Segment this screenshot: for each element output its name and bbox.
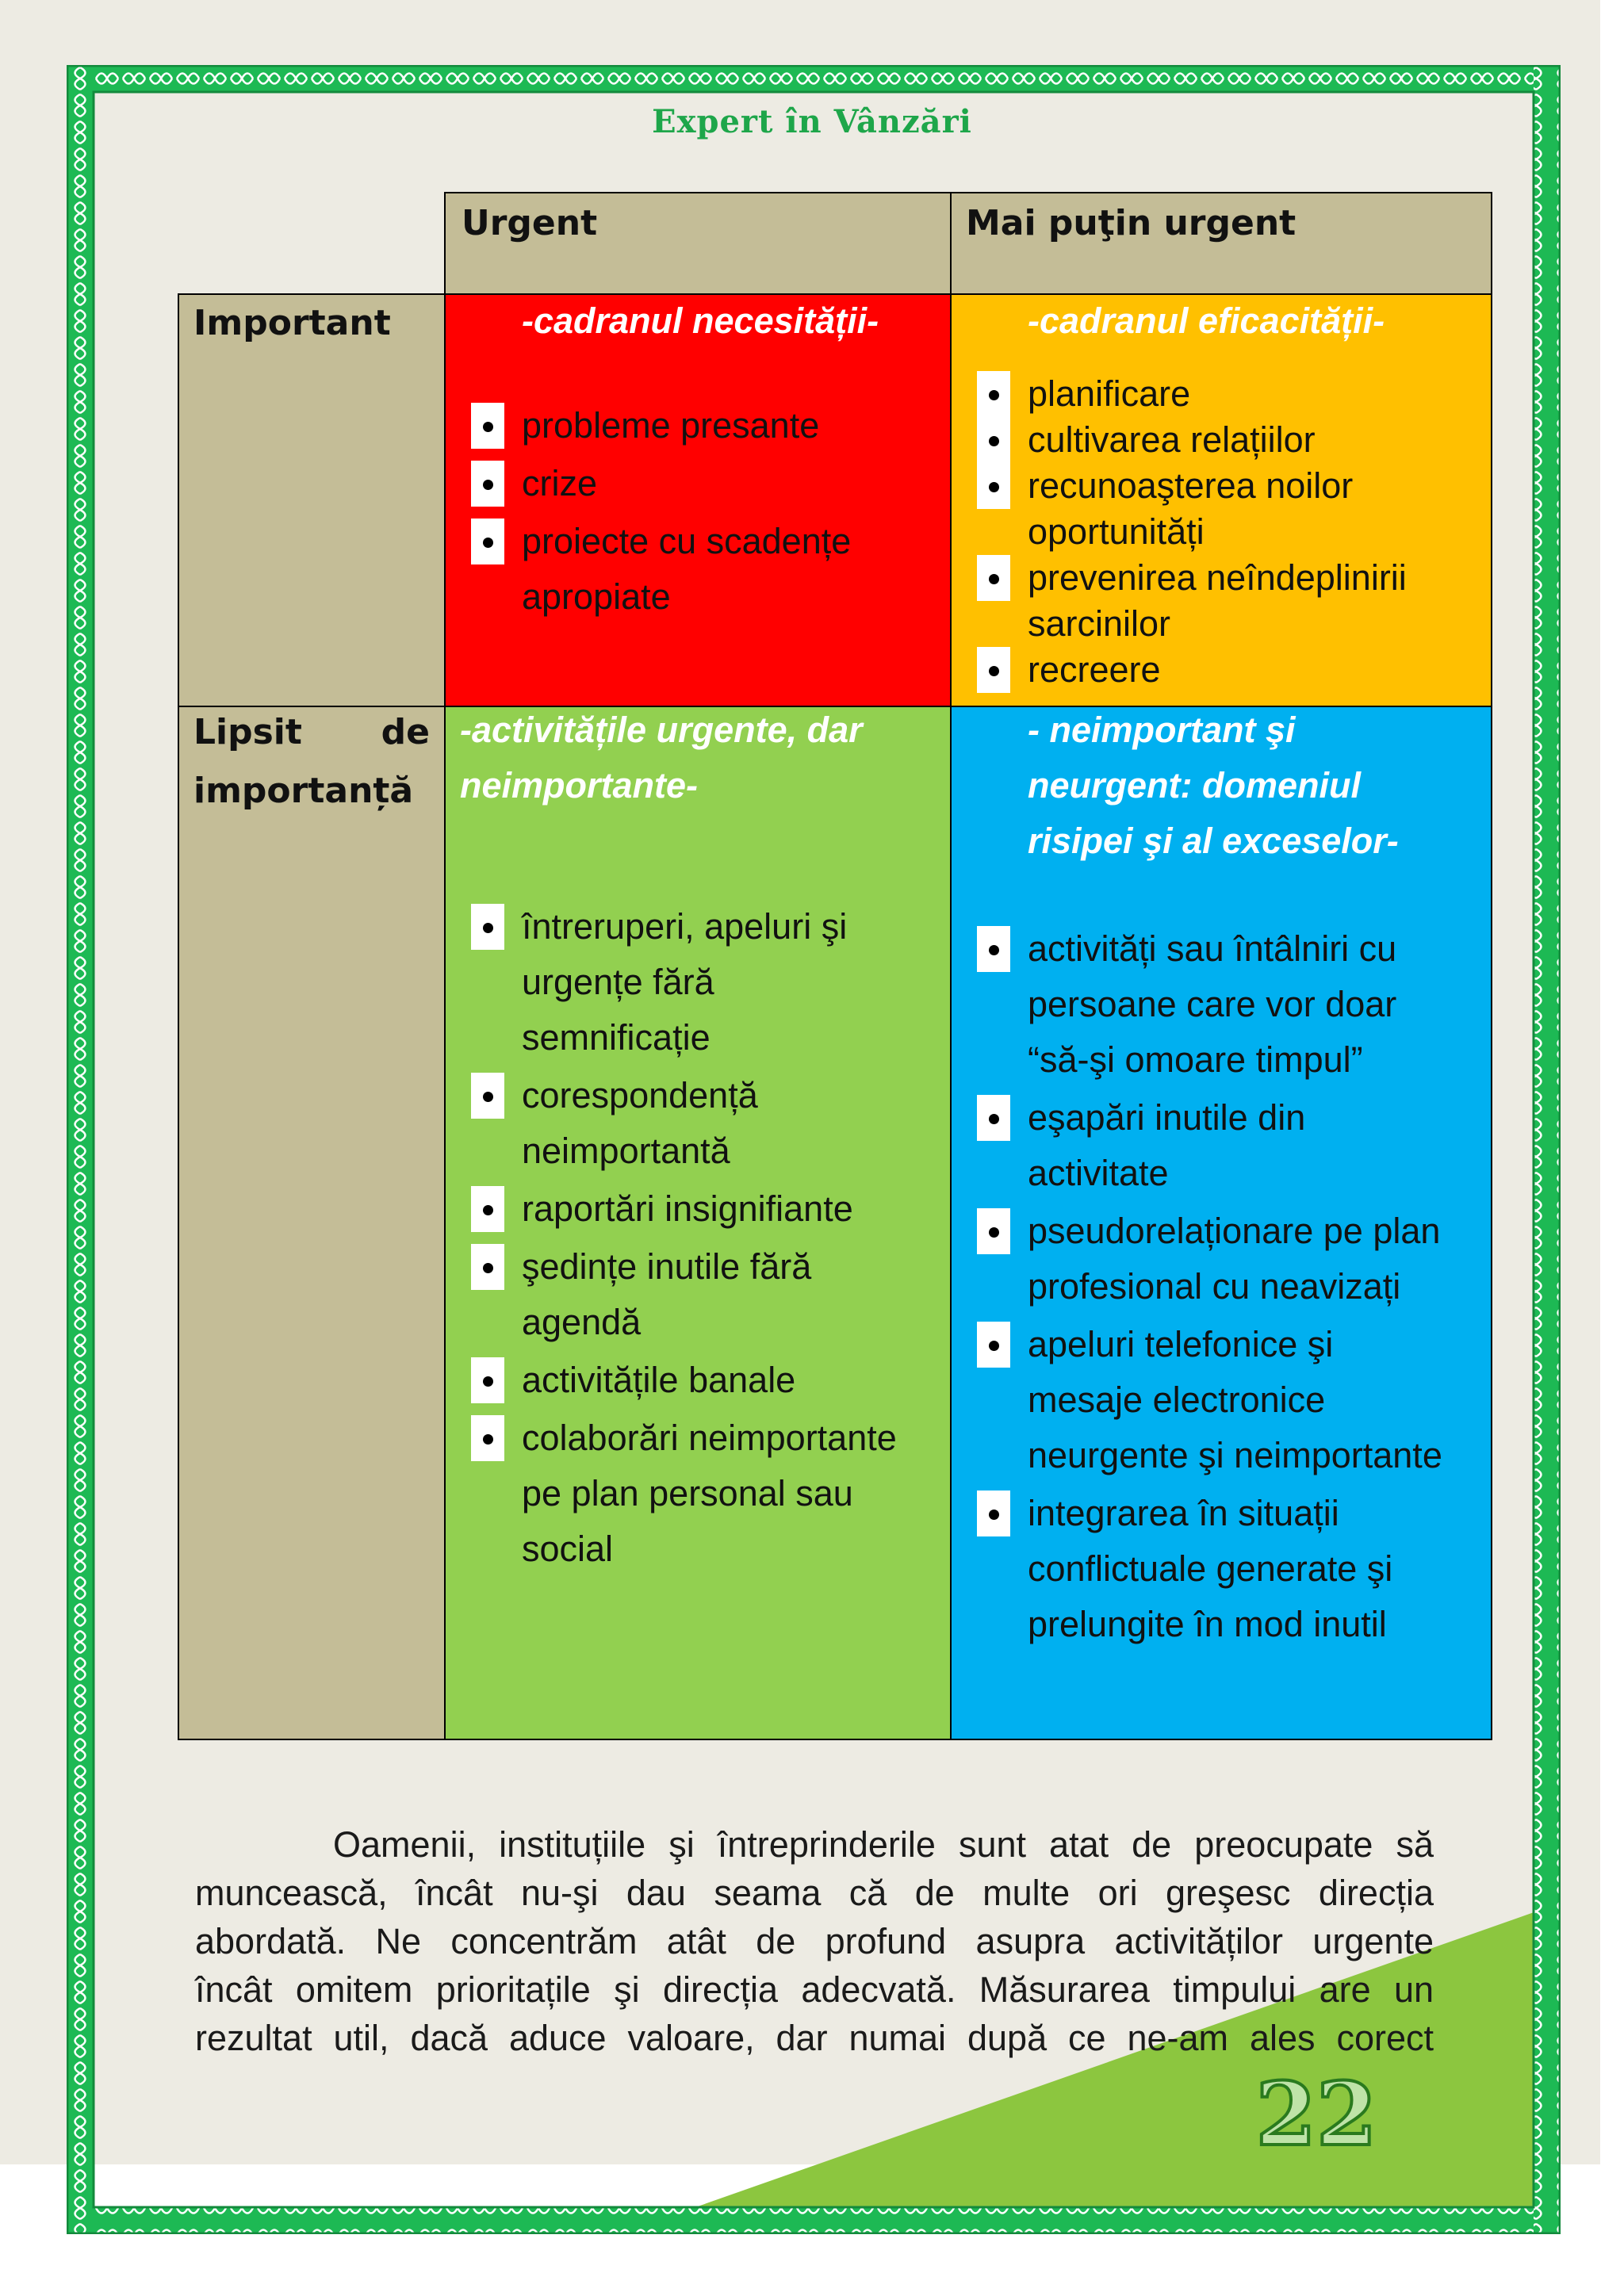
list-item: profesional cu neavizați (1028, 1266, 1401, 1307)
body-paragraph (195, 1820, 1434, 2062)
bullet-icon (471, 904, 504, 950)
matrix-corner (178, 192, 446, 295)
list-item: “să-şi omoare timpul” (1028, 1039, 1363, 1080)
row-header-not-important (178, 706, 446, 1740)
col-header-less-urgent-label: Mai puţin urgent (966, 203, 1297, 243)
list-item: integrarea în situații (977, 1490, 1442, 1546)
page-number: 22 (1255, 2063, 1377, 2165)
list-item: proiecte cu scadențe (471, 519, 851, 574)
paragraph-line: muncească, încât nu-şi dau seama că de multe ori greşesc direcția (195, 1873, 1434, 1913)
list-item: probleme presante (471, 403, 851, 461)
list-item: întreruperi, apeluri şi (471, 904, 897, 959)
quadrant-efficacy-list (977, 371, 1407, 693)
list-item: cultivarea relațiilor (977, 417, 1407, 463)
list-item: corespondență (471, 1073, 897, 1128)
bullet-icon (471, 1415, 504, 1461)
quadrant-waste-list (977, 926, 1442, 1657)
list-item: conflictuale generate şi (1028, 1548, 1393, 1589)
quadrant-efficacy (950, 293, 1492, 707)
page-header-title: Expert în Vânzări (652, 103, 972, 140)
bullet-icon (471, 461, 504, 507)
quadrant-waste (950, 706, 1492, 1740)
list-item: activitățile banale (471, 1357, 897, 1415)
bullet-icon (977, 555, 1010, 601)
bullet-icon (471, 519, 504, 564)
list-item: neimportantă (522, 1131, 730, 1171)
list-item: eşapări inutile din (977, 1095, 1442, 1150)
quadrant-urgent-unimportant (444, 706, 952, 1740)
bullet-icon (977, 463, 1010, 509)
list-item: pseudorelaționare pe plan (977, 1208, 1442, 1264)
bullet-icon (977, 1095, 1010, 1141)
list-item: agendă (522, 1302, 642, 1342)
paragraph-line: Oamenii, instituțiile şi întreprinderile sunt atat de preocupate să (333, 1824, 1434, 1865)
row-header-not-important-label-c: importanță (193, 771, 414, 811)
quadrant-waste-title-3: risipei şi al exceselor- (1028, 821, 1399, 861)
col-header-urgent-label: Urgent (462, 203, 598, 243)
bullet-icon (977, 647, 1010, 693)
list-item: recreere (977, 647, 1407, 693)
list-item: activitate (1028, 1153, 1169, 1193)
priority-matrix-table (178, 192, 1492, 1740)
col-header-urgent (444, 192, 952, 295)
list-item: semnificație (522, 1017, 710, 1058)
bullet-icon (471, 403, 504, 449)
list-item: neurgente şi neimportante (1028, 1435, 1442, 1475)
col-header-less-urgent (950, 192, 1492, 295)
bullet-icon (977, 1208, 1010, 1254)
list-item: social (522, 1529, 614, 1569)
row-header-not-important-label-b: de (381, 712, 430, 752)
list-item: recunoaşterea noilor (977, 463, 1407, 509)
bullet-icon (977, 371, 1010, 417)
bullet-icon (471, 1244, 504, 1290)
quadrant-efficacy-title: -cadranul eficacității- (1028, 300, 1385, 341)
quadrant-waste-title-1: - neimportant şi (1028, 710, 1296, 750)
paragraph-line: rezultat util, dacă aduce valoare, dar numai după ce ne-am ales corect (195, 2018, 1434, 2058)
quadrant-urgent-unimportant-list (471, 904, 897, 1582)
list-item: şedințe inutile fără (471, 1244, 897, 1299)
list-item: crize (471, 461, 851, 519)
bullet-icon (471, 1073, 504, 1119)
row-header-important (178, 293, 446, 707)
quadrant-urgent-unimportant-title-1: -activitățile urgente, dar (460, 710, 863, 750)
row-header-important-label: Important (193, 303, 391, 343)
list-item: prelungite în mod inutil (1028, 1604, 1387, 1644)
list-item: persoane care vor doar (1028, 984, 1397, 1024)
list-item: urgențe fără (522, 962, 714, 1002)
bullet-icon (977, 417, 1010, 463)
list-item: apeluri telefonice şi (977, 1322, 1442, 1377)
paragraph-line: încât omitem prioritațile şi direcția adecvată. Măsurarea timpului are un (195, 1969, 1434, 2010)
list-item: mesaje electronice (1028, 1380, 1326, 1420)
quadrant-necessity-title: -cadranul necesității- (522, 300, 879, 341)
list-item: oportunități (1028, 511, 1205, 552)
bullet-icon (471, 1357, 504, 1403)
list-item: raportări insignifiante (471, 1186, 897, 1244)
list-item: planificare (977, 371, 1407, 417)
list-item: pe plan personal sau (522, 1473, 853, 1513)
list-item: activități sau întâlniri cu (977, 926, 1442, 982)
list-item: sarcinilor (1028, 603, 1171, 644)
quadrant-urgent-unimportant-title-2: neimportante- (460, 765, 699, 806)
bullet-icon (977, 1490, 1010, 1536)
quadrant-necessity-list (471, 403, 851, 629)
bullet-icon (471, 1186, 504, 1232)
list-item: prevenirea neîndeplinirii (977, 555, 1407, 601)
bullet-icon (977, 926, 1010, 972)
quadrant-necessity (444, 293, 952, 707)
row-header-not-important-label-a: Lipsit (193, 712, 302, 752)
paragraph-line: abordată. Ne concentrăm atât de profund asupra activităților urgente (195, 1921, 1434, 1961)
bullet-icon (977, 1322, 1010, 1368)
list-item: apropiate (522, 576, 671, 617)
list-item: colaborări neimportante (471, 1415, 897, 1471)
quadrant-waste-title-2: neurgent: domeniul (1028, 765, 1361, 806)
